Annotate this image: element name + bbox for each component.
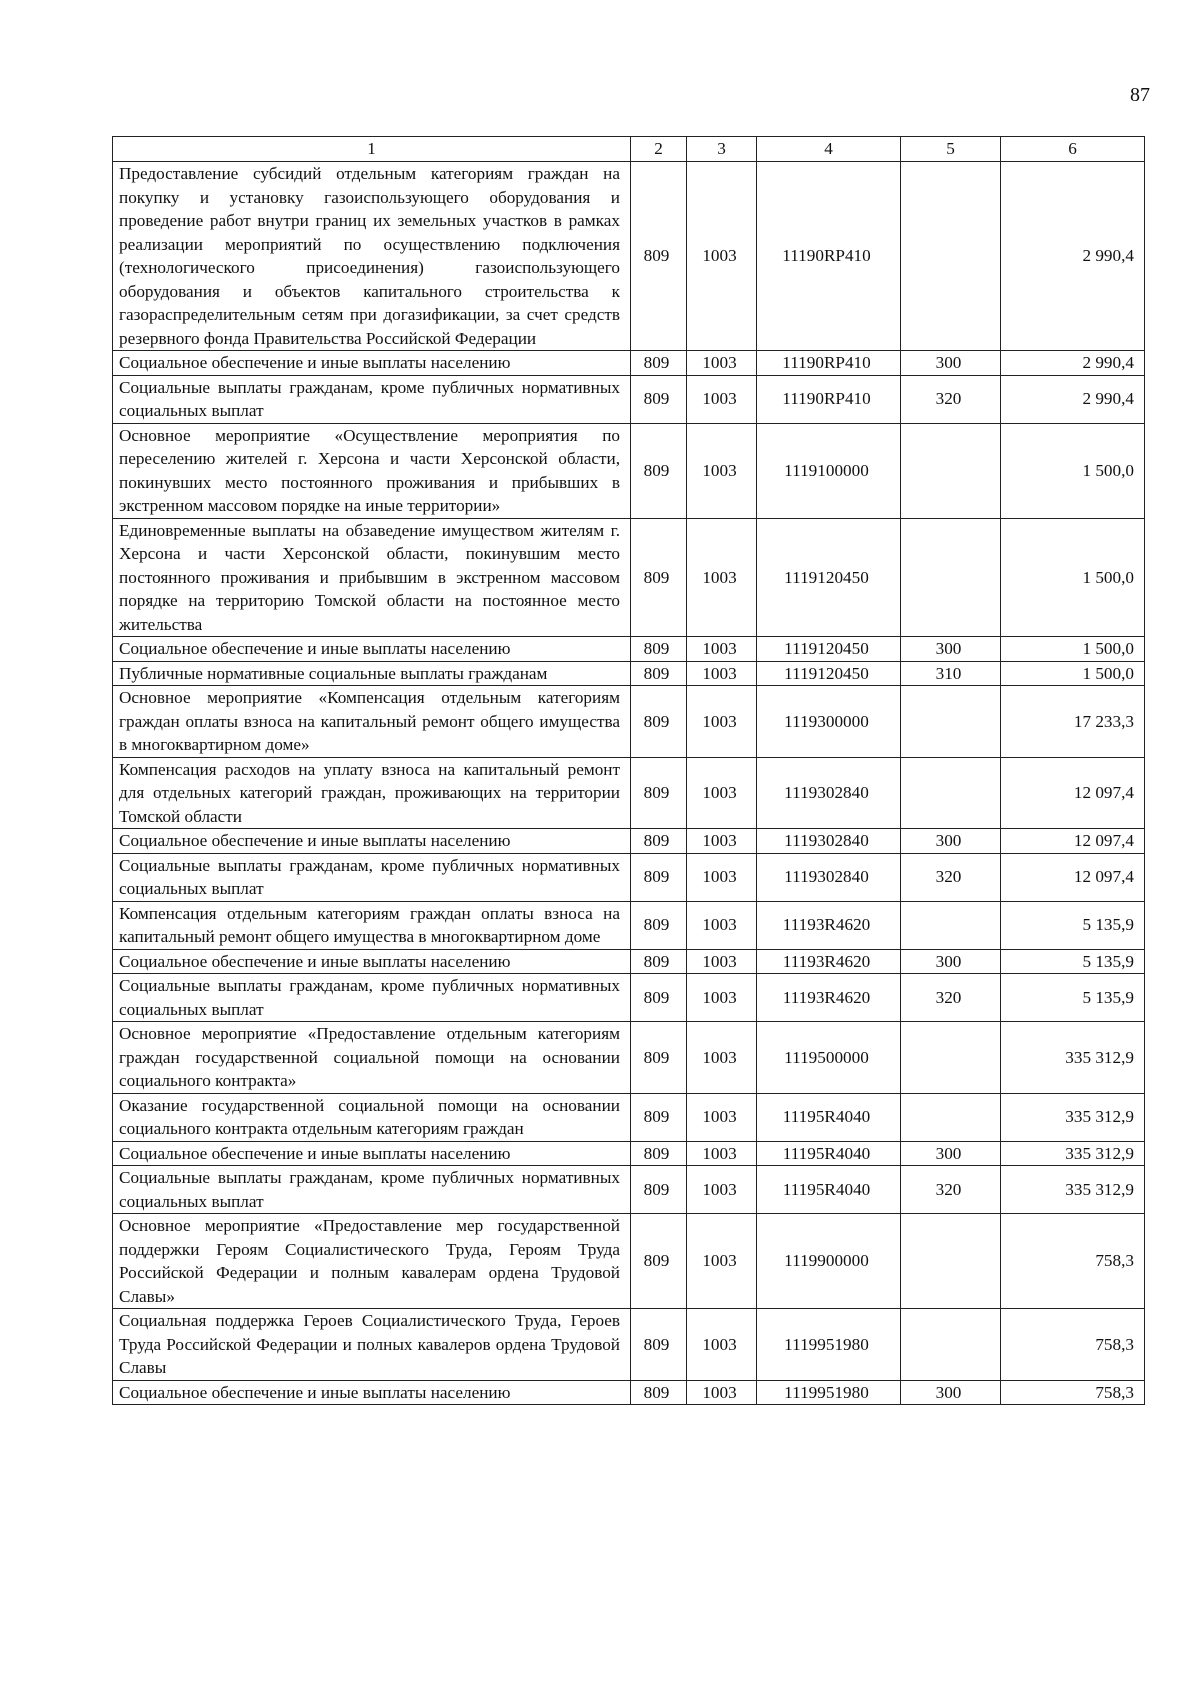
row-expense-type-cell — [901, 423, 1001, 518]
table-row — [113, 974, 1145, 1022]
row-target-article-cell: 1119951980 — [757, 1309, 901, 1381]
row-expense-type-cell: 300 — [901, 637, 1001, 662]
row-name-cell: Основное мероприятие «Предоставление отдельным категориям граждан государственной социальной помощи на основании социального контракта» — [113, 1022, 631, 1094]
row-amount-cell: 1 500,0 — [1001, 423, 1145, 518]
row-amount-cell: 335 312,9 — [1001, 1022, 1145, 1094]
row-section-code-cell: 1003 — [687, 661, 757, 686]
row-expense-type-cell: 300 — [901, 1380, 1001, 1405]
row-expense-type-cell — [901, 1309, 1001, 1381]
row-target-article-cell: 1119120450 — [757, 637, 901, 662]
row-amount-cell: 5 135,9 — [1001, 974, 1145, 1022]
row-amount-cell: 12 097,4 — [1001, 853, 1145, 901]
row-expense-type-cell: 320 — [901, 375, 1001, 423]
row-section-code-cell: 1003 — [687, 1309, 757, 1381]
row-amount-cell: 335 312,9 — [1001, 1093, 1145, 1141]
row-section-code-cell: 1003 — [687, 518, 757, 637]
row-amount-cell: 758,3 — [1001, 1380, 1145, 1405]
table-row — [113, 162, 1145, 351]
row-section-code-cell: 1003 — [687, 949, 757, 974]
row-target-article-cell: 1119900000 — [757, 1214, 901, 1309]
row-expense-type-cell: 320 — [901, 853, 1001, 901]
row-ministry-code-cell: 809 — [631, 757, 687, 829]
table-row — [113, 1309, 1145, 1381]
row-amount-cell: 1 500,0 — [1001, 661, 1145, 686]
row-target-article-cell: 1119302840 — [757, 853, 901, 901]
row-target-article-cell: 11195R4040 — [757, 1093, 901, 1141]
row-target-article-cell: 1119120450 — [757, 661, 901, 686]
row-expense-type-cell: 320 — [901, 1166, 1001, 1214]
row-target-article-cell: 11195R4040 — [757, 1166, 901, 1214]
row-name-cell: Социальное обеспечение и иные выплаты населению — [113, 1141, 631, 1166]
row-name-cell: Оказание государственной социальной помощи на основании социального контракта отдельным категориям граждан — [113, 1093, 631, 1141]
row-section-code-cell: 1003 — [687, 901, 757, 949]
row-ministry-code-cell: 809 — [631, 423, 687, 518]
row-ministry-code-cell: 809 — [631, 1022, 687, 1094]
row-expense-type-cell — [901, 162, 1001, 351]
row-name-cell: Публичные нормативные социальные выплаты гражданам — [113, 661, 631, 686]
row-target-article-cell: 11193R4620 — [757, 949, 901, 974]
row-expense-type-cell — [901, 901, 1001, 949]
row-expense-type-cell — [901, 686, 1001, 758]
row-name-cell: Социальное обеспечение и иные выплаты населению — [113, 637, 631, 662]
row-expense-type-cell: 310 — [901, 661, 1001, 686]
row-section-code-cell: 1003 — [687, 1380, 757, 1405]
row-ministry-code-cell: 809 — [631, 637, 687, 662]
row-section-code-cell: 1003 — [687, 1022, 757, 1094]
row-target-article-cell: 1119302840 — [757, 757, 901, 829]
row-name-cell: Единовременные выплаты на обзаведение имуществом жителям г. Херсона и части Херсонской области, покинувшим место постоянного проживания и прибывшим в экстренном массовом порядке на территорию Томской области на постоянное место жительства — [113, 518, 631, 637]
row-expense-type-cell: 300 — [901, 1141, 1001, 1166]
table-row — [113, 686, 1145, 758]
table-row — [113, 351, 1145, 376]
row-section-code-cell: 1003 — [687, 757, 757, 829]
row-ministry-code-cell: 809 — [631, 1166, 687, 1214]
row-section-code-cell: 1003 — [687, 162, 757, 351]
row-expense-type-cell: 320 — [901, 974, 1001, 1022]
row-expense-type-cell — [901, 518, 1001, 637]
row-target-article-cell: 11190RP410 — [757, 351, 901, 376]
row-amount-cell: 2 990,4 — [1001, 375, 1145, 423]
row-target-article-cell: 11193R4620 — [757, 901, 901, 949]
row-target-article-cell: 1119500000 — [757, 1022, 901, 1094]
row-target-article-cell: 1119300000 — [757, 686, 901, 758]
row-name-cell: Социальная поддержка Героев Социалистического Труда, Героев Труда Российской Федерации и полных кавалеров ордена Трудовой Славы — [113, 1309, 631, 1381]
table-row — [113, 853, 1145, 901]
row-expense-type-cell: 300 — [901, 829, 1001, 854]
header-col-2: 2 — [631, 137, 687, 162]
row-expense-type-cell — [901, 1214, 1001, 1309]
row-target-article-cell: 11190RP410 — [757, 162, 901, 351]
table-row — [113, 829, 1145, 854]
row-expense-type-cell: 300 — [901, 949, 1001, 974]
row-name-cell: Социальные выплаты гражданам, кроме публичных нормативных социальных выплат — [113, 974, 631, 1022]
row-section-code-cell: 1003 — [687, 829, 757, 854]
row-amount-cell: 335 312,9 — [1001, 1141, 1145, 1166]
table-row — [113, 661, 1145, 686]
row-amount-cell: 1 500,0 — [1001, 518, 1145, 637]
row-section-code-cell: 1003 — [687, 1166, 757, 1214]
row-expense-type-cell — [901, 1093, 1001, 1141]
row-target-article-cell: 1119951980 — [757, 1380, 901, 1405]
table-row — [113, 949, 1145, 974]
row-amount-cell: 17 233,3 — [1001, 686, 1145, 758]
row-amount-cell: 758,3 — [1001, 1309, 1145, 1381]
row-amount-cell: 2 990,4 — [1001, 162, 1145, 351]
table-row — [113, 1022, 1145, 1094]
table-row — [113, 423, 1145, 518]
row-ministry-code-cell: 809 — [631, 1141, 687, 1166]
row-section-code-cell: 1003 — [687, 351, 757, 376]
row-name-cell: Социальные выплаты гражданам, кроме публичных нормативных социальных выплат — [113, 853, 631, 901]
page-number: 87 — [1130, 84, 1150, 106]
row-target-article-cell: 11190RP410 — [757, 375, 901, 423]
row-amount-cell: 335 312,9 — [1001, 1166, 1145, 1214]
row-name-cell: Социальное обеспечение и иные выплаты населению — [113, 351, 631, 376]
table-row — [113, 1214, 1145, 1309]
row-expense-type-cell: 300 — [901, 351, 1001, 376]
row-name-cell: Социальное обеспечение и иные выплаты населению — [113, 1380, 631, 1405]
row-section-code-cell: 1003 — [687, 1093, 757, 1141]
row-section-code-cell: 1003 — [687, 974, 757, 1022]
row-ministry-code-cell: 809 — [631, 1214, 687, 1309]
row-name-cell: Компенсация отдельным категориям граждан оплаты взноса на капитальный ремонт общего имущества в многоквартирном доме — [113, 901, 631, 949]
row-ministry-code-cell: 809 — [631, 1309, 687, 1381]
row-ministry-code-cell: 809 — [631, 949, 687, 974]
row-ministry-code-cell: 809 — [631, 901, 687, 949]
header-col-4: 4 — [757, 137, 901, 162]
table-row — [113, 375, 1145, 423]
row-ministry-code-cell: 809 — [631, 829, 687, 854]
row-amount-cell: 12 097,4 — [1001, 829, 1145, 854]
row-target-article-cell: 1119100000 — [757, 423, 901, 518]
row-name-cell: Социальные выплаты гражданам, кроме публичных нормативных социальных выплат — [113, 375, 631, 423]
row-name-cell: Социальное обеспечение и иные выплаты населению — [113, 949, 631, 974]
row-amount-cell: 758,3 — [1001, 1214, 1145, 1309]
row-section-code-cell: 1003 — [687, 686, 757, 758]
header-col-6: 6 — [1001, 137, 1145, 162]
table-row — [113, 1093, 1145, 1141]
row-name-cell: Социальные выплаты гражданам, кроме публичных нормативных социальных выплат — [113, 1166, 631, 1214]
row-ministry-code-cell: 809 — [631, 1093, 687, 1141]
row-expense-type-cell — [901, 757, 1001, 829]
row-section-code-cell: 1003 — [687, 1141, 757, 1166]
row-amount-cell: 5 135,9 — [1001, 949, 1145, 974]
table-row — [113, 1380, 1145, 1405]
header-col-5: 5 — [901, 137, 1001, 162]
table-row — [113, 1166, 1145, 1214]
header-col-3: 3 — [687, 137, 757, 162]
row-target-article-cell: 11193R4620 — [757, 974, 901, 1022]
row-ministry-code-cell: 809 — [631, 375, 687, 423]
table-header-row — [113, 137, 1145, 162]
table-row — [113, 901, 1145, 949]
row-amount-cell: 5 135,9 — [1001, 901, 1145, 949]
header-col-1: 1 — [113, 137, 631, 162]
row-amount-cell: 1 500,0 — [1001, 637, 1145, 662]
row-target-article-cell: 1119120450 — [757, 518, 901, 637]
row-ministry-code-cell: 809 — [631, 351, 687, 376]
row-name-cell: Основное мероприятие «Осуществление мероприятия по переселению жителей г. Херсона и части Херсонской области, покинувших место постоянного проживания и прибывших в экстренном массовом порядке на иные территории» — [113, 423, 631, 518]
table-body — [113, 162, 1145, 1405]
row-ministry-code-cell: 809 — [631, 518, 687, 637]
budget-table — [112, 136, 1145, 1405]
row-ministry-code-cell: 809 — [631, 686, 687, 758]
row-amount-cell: 12 097,4 — [1001, 757, 1145, 829]
row-section-code-cell: 1003 — [687, 637, 757, 662]
row-ministry-code-cell: 809 — [631, 853, 687, 901]
row-name-cell: Основное мероприятие «Компенсация отдельным категориям граждан оплаты взноса на капитальный ремонт общего имущества в многоквартирном доме» — [113, 686, 631, 758]
row-target-article-cell: 11195R4040 — [757, 1141, 901, 1166]
row-ministry-code-cell: 809 — [631, 162, 687, 351]
row-ministry-code-cell: 809 — [631, 661, 687, 686]
row-ministry-code-cell: 809 — [631, 974, 687, 1022]
row-section-code-cell: 1003 — [687, 853, 757, 901]
table-row — [113, 1141, 1145, 1166]
row-section-code-cell: 1003 — [687, 423, 757, 518]
row-name-cell: Предоставление субсидий отдельным категориям граждан на покупку и установку газоиспользующего оборудования и проведение работ внутри границ их земельных участков в рамках реализации мероприятий по осуществлению подключения (технологического присоединения) газоиспользующего оборудования и объектов капитального строительства к газораспределительным сетям при догазификации, за счет средств резервного фонда Правительства Российской Федерации — [113, 162, 631, 351]
table-row — [113, 637, 1145, 662]
row-name-cell: Основное мероприятие «Предоставление мер государственной поддержки Героям Социалистического Труда, Героям Труда Российской Федерации и полным кавалерам ордена Трудовой Славы» — [113, 1214, 631, 1309]
table-row — [113, 757, 1145, 829]
table-row — [113, 518, 1145, 637]
row-ministry-code-cell: 809 — [631, 1380, 687, 1405]
row-target-article-cell: 1119302840 — [757, 829, 901, 854]
row-amount-cell: 2 990,4 — [1001, 351, 1145, 376]
row-name-cell: Компенсация расходов на уплату взноса на капитальный ремонт для отдельных категорий граждан, проживающих на территории Томской области — [113, 757, 631, 829]
row-section-code-cell: 1003 — [687, 375, 757, 423]
row-section-code-cell: 1003 — [687, 1214, 757, 1309]
row-expense-type-cell — [901, 1022, 1001, 1094]
row-name-cell: Социальное обеспечение и иные выплаты населению — [113, 829, 631, 854]
